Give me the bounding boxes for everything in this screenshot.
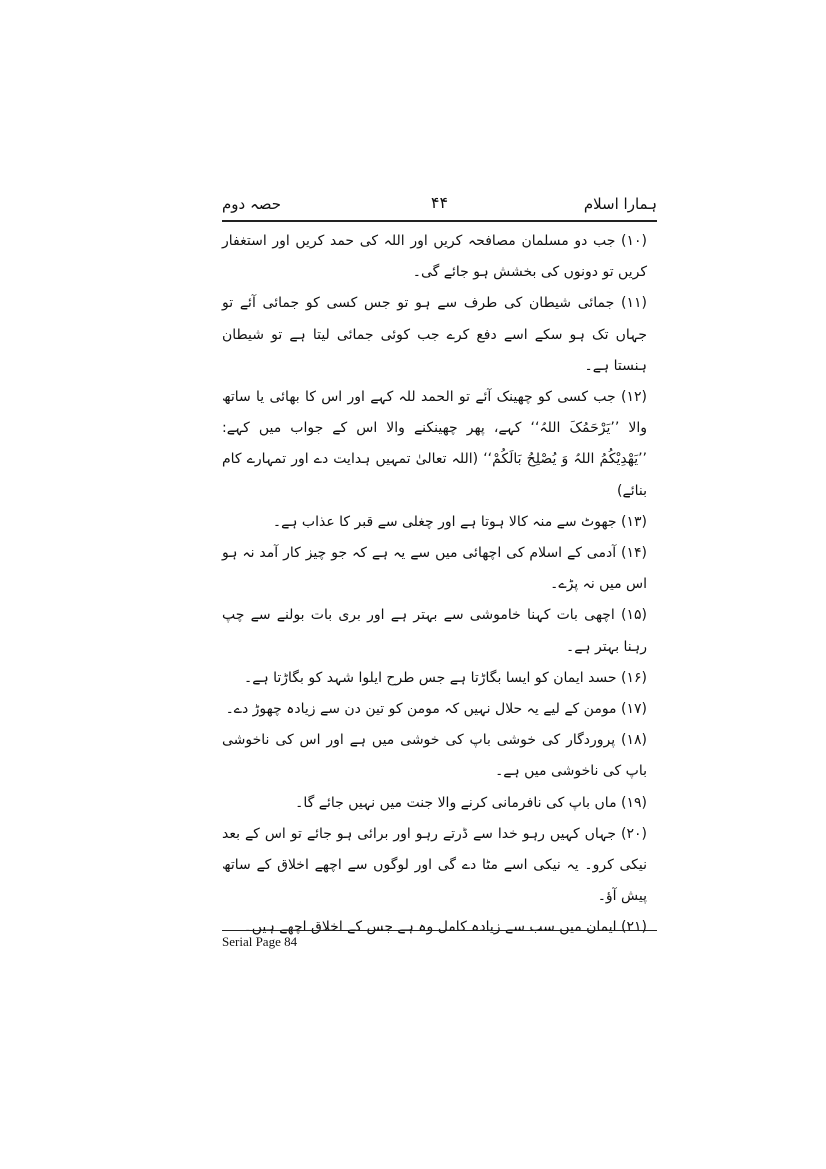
hadith-20: (۲۰) جہاں کہیں رہو خدا سے ڈرتے رہو اور برائی ہو جائے تو اس کے بعد نیکی کرو۔ یہ نیکی اسے مٹا دے گی اور لوگوں سے اچھے اخلاق کے ساتھ پیش آؤ۔ — [222, 825, 647, 905]
part-label: حصہ دوم — [222, 195, 282, 213]
hadith-19: (۱۹) ماں باپ کی نافرمانی کرنے والا جنت میں نہیں جائے گا۔ — [295, 794, 647, 811]
hadith-11: (۱۱) جمائی شیطان کی طرف سے ہو تو جس کسی کو جمائی آئے تو جہاں تک ہو سکے اسے دفع کرے جب کوئی جمائی لیتا ہے تو شیطان ہنستا ہے۔ — [222, 295, 647, 374]
hadith-17: (۱۷) مومن کے لیے یہ حلال نہیں کہ مومن کو تین دن سے زیادہ چھوڑ دے۔ — [225, 701, 647, 718]
footer-divider — [222, 930, 657, 931]
hadith-21: (۲۱) ایمان میں سب سے زیادہ کامل وہ ہے جس کے اخلاق اچھے ہیں۔ — [243, 919, 647, 936]
hadith-18: (۱۸) پروردگار کی خوشی باپ کی خوشی میں ہے اور اس کی ناخوشی باپ کی ناخوشی میں ہے۔ — [222, 732, 647, 780]
book-title: ہمارا اسلام — [583, 195, 657, 213]
page-body — [222, 226, 657, 944]
page-number: ۴۴ — [430, 193, 449, 212]
hadith-16: (۱۶) حسد ایمان کو ایسا بگاڑتا ہے جس طرح ایلوا شہد کو بگاڑتا ہے۔ — [244, 669, 647, 686]
hadith-14: (۱۴) آدمی کے اسلام کی اچھائی میں سے یہ ہے کہ جو چیز کار آمد نہ ہو اس میں نہ پڑے۔ — [222, 545, 647, 593]
serial-page-label: Serial Page 84 — [222, 934, 298, 949]
page-header — [222, 193, 657, 219]
hadith-13: (۱۳) جھوٹ سے منہ کالا ہوتا ہے اور چغلی سے قبر کا عذاب ہے۔ — [272, 513, 647, 530]
hadith-12: (۱۲) جب کسی کو چھینک آئے تو الحمد للہ کہے اور اس کا بھائی یا ساتھ والا ’’یَرْحَمُکَ اللہُ‘‘ کہے، پھر چھینکنے والا اس کے جواب میں کہے: ’’یَھْدِیْکُمُ اللہُ وَ یُصْلِحُ بَالَکُمْ‘‘ (اللہ تعالیٰ تمہیں ہدایت دے اور تمہارے کام بنائے) — [222, 389, 647, 499]
hadith-10: (۱۰) جب دو مسلمان مصافحہ کریں اور اللہ کی حمد کریں اور استغفار کریں تو دونوں کی بخشش ہو جائے گی۔ — [222, 233, 647, 281]
hadith-15: (۱۵) اچھی بات کہنا خاموشی سے بہتر ہے اور بری بات بولنے سے چپ رہنا بہتر ہے۔ — [222, 607, 647, 655]
header-divider — [222, 220, 657, 222]
